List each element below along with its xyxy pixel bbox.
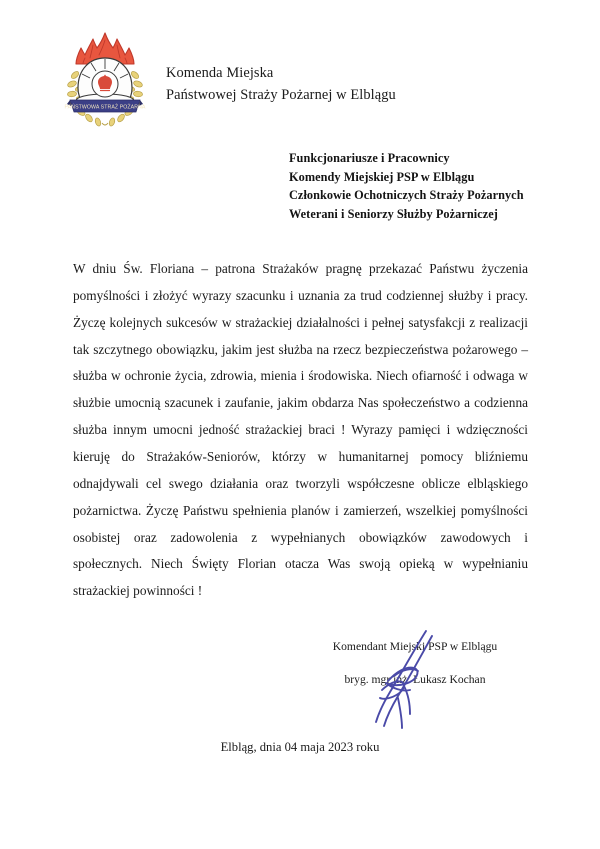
addressee-line: Komendy Miejskiej PSP w Elblągu <box>289 169 475 184</box>
addressee-line: Członkowie Ochotniczych Straży Pożarnych <box>289 188 524 203</box>
signature-role: Komendant Miejski PSP w Elblągu <box>332 640 498 653</box>
letterhead-line-1: Komenda Miejska <box>166 65 274 82</box>
letterhead-text <box>166 63 396 107</box>
emblem-banner-text: PAŃSTWOWA STRAŻ POŻARNA <box>64 104 146 111</box>
signature-name: bryg. mgr inż. Łukasz Kochan <box>344 673 486 687</box>
addressee-line: Funkcjonariusze i Pracownicy <box>289 151 450 165</box>
psp-emblem-icon <box>64 31 146 129</box>
date-line: Elbląg, dnia 04 maja 2023 roku <box>220 740 380 754</box>
letterhead-line-2: Państwowej Straży Pożarnej w Elblągu <box>166 87 396 103</box>
letter-body <box>73 256 528 605</box>
addressee-block <box>289 149 524 224</box>
letterhead <box>64 31 396 129</box>
addressee-line: Weterani i Seniorzy Służby Pożarniczej <box>289 207 498 222</box>
signature-block <box>300 639 530 688</box>
letter-body-paragraph: W dniu Św. Floriana – patrona Strażaków pragnę przekazać Państwu życzenia pomyślności i złożyć wyrazy szacunku i uznania za trud codziennej służby i pracy. Życzę kolejnych sukcesów w strażackiej działalności i pełnej satysfakcji z realizacji tak szczytnego obowiązku, jakim jest służba na rzecz bezpieczeństwa pożarowego – służba w ochronie życia, zdrowia, mienia i środowiska. Niech ofiarność i odwaga w służbie umocnią szacunek i zaufanie, jakim obdarza Nas społeczeństwo a codzienna służba innym umocni jedność strażackiej braci ! Wyrazy pamięci i wdzięczności kieruję do Strażaków-Seniorów, którzy w humanitarnej pomocy bliźniemu odnajdywali cel swego działania oraz tworzyli współczesne oblicze elbląskiego pożarnictwa. Życzę Państwu spełnienia planów i zamierzeń, wszelkiej pomyślności osobistej oraz zadowolenia z wypełnianych obowiązków zawodowych i społecznych. Niech Święty Florian otacza Was swoją opieką w wypełnianiu strażackiej powinności ! <box>73 261 528 599</box>
